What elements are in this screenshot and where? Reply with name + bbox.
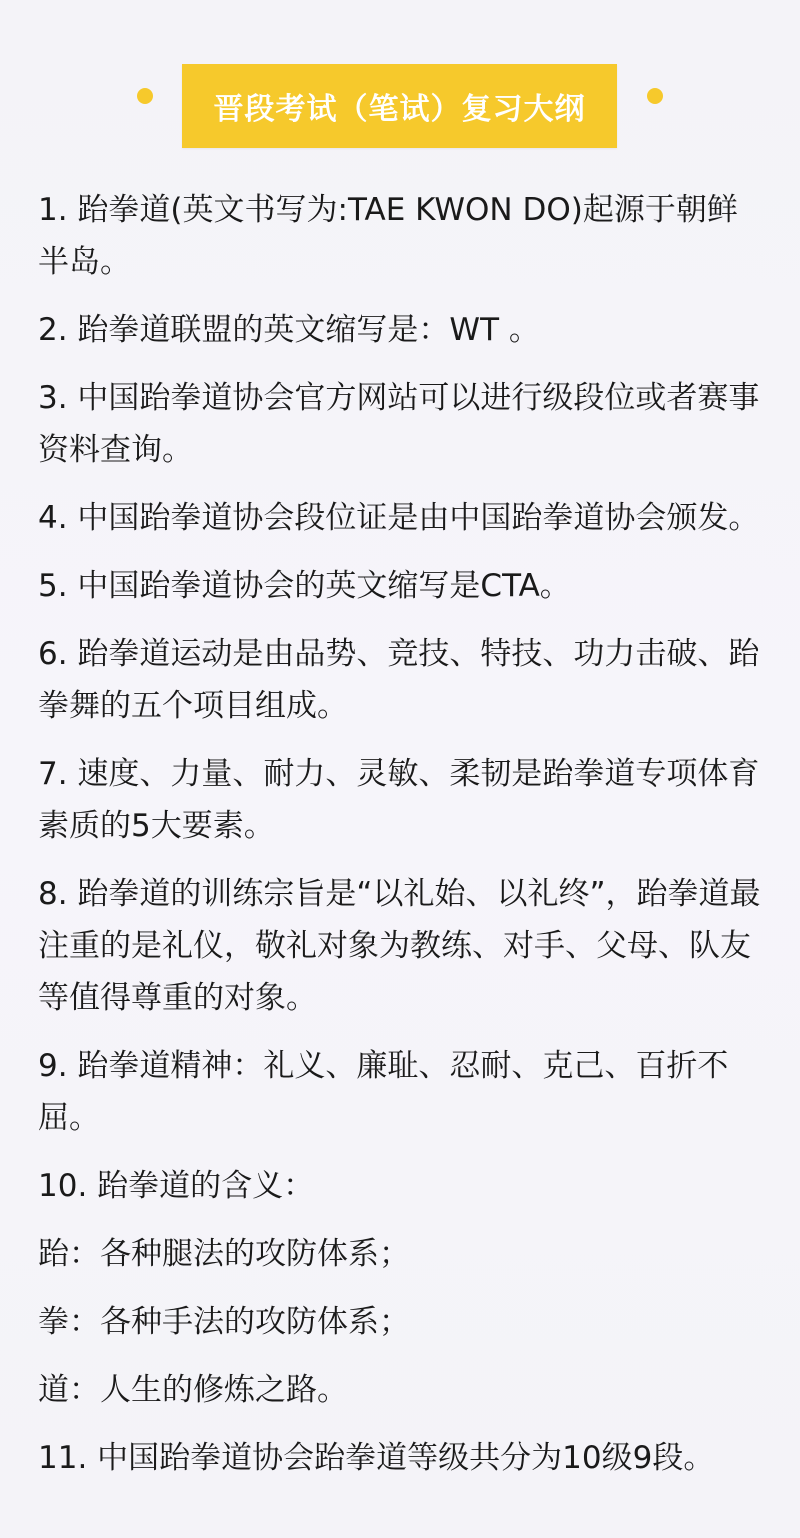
outline-item-2: 2. 跆拳道联盟的英文缩写是：WT 。 [38,312,540,348]
outline-item-4: 4. 中国跆拳道协会段位证是由中国跆拳道协会颁发。 [38,500,760,536]
outline-item-6: 6. 跆拳道运动是由品势、竞技、特技、功力击破、跆拳舞的五个项目组成。 [38,636,760,724]
outline-item-11: 11. 中国跆拳道协会跆拳道等级共分为10级9段。 [38,1440,715,1476]
outline-item-9: 9. 跆拳道精神：礼义、廉耻、忍耐、克己、百折不屈。 [38,1048,729,1136]
outline-item-7: 7. 速度、力量、耐力、灵敏、柔韧是跆拳道专项体育素质的5大要素。 [38,756,760,844]
left-dot-icon [137,88,153,104]
meaning-quan: 拳：各种手法的攻防体系； [38,1304,410,1340]
outline-item-1: 1. 跆拳道(英文书写为:TAE KWON DO)起源于朝鲜半岛。 [38,192,738,280]
outline-item-8: 8. 跆拳道的训练宗旨是“以礼始、以礼终”，跆拳道最注重的是礼仪，敬礼对象为教练、对手、父母、队友等值得尊重的对象。 [38,876,761,1016]
right-dot-icon [647,88,663,104]
outline-item-5: 5. 中国跆拳道协会的英文缩写是CTA。 [38,568,571,604]
meaning-dao: 道：人生的修炼之路。 [38,1372,348,1408]
page-title: 晋段考试（笔试）复习大纲 [182,64,617,148]
outline-item-10: 10. 跆拳道的含义： [38,1168,315,1204]
outline-list [38,184,766,1500]
outline-item-3: 3. 中国跆拳道协会官方网站可以进行级段位或者赛事资料查询。 [38,380,760,468]
meaning-tai: 跆：各种腿法的攻防体系； [38,1236,410,1272]
title-row [0,64,800,148]
